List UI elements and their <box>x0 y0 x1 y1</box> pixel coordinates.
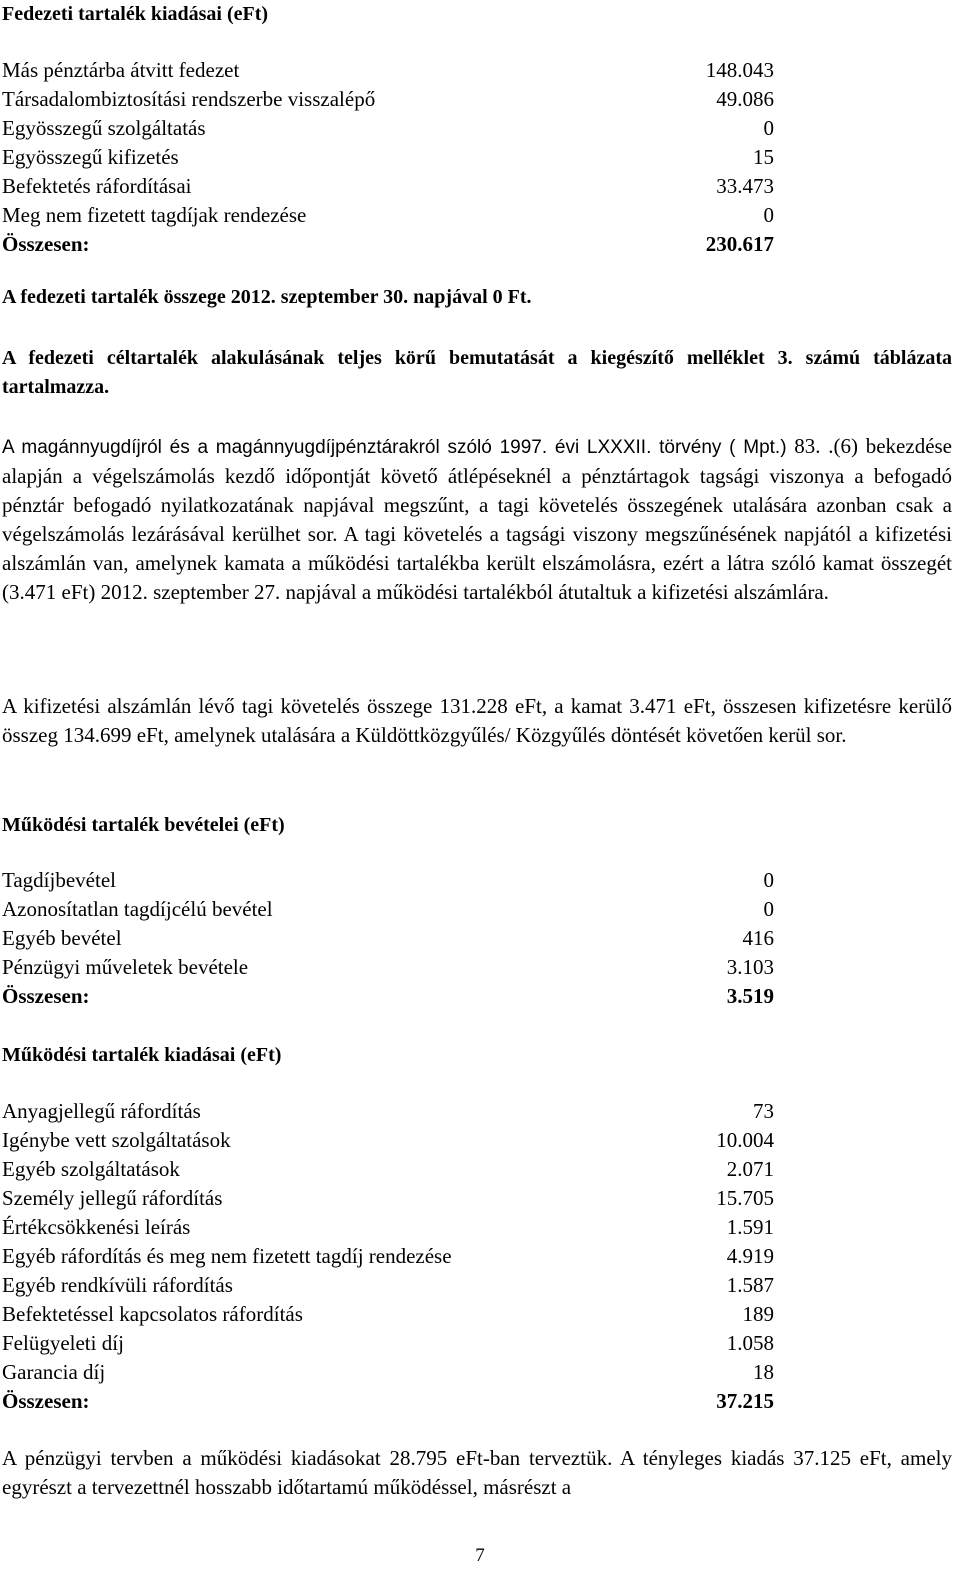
table-row <box>2 924 774 953</box>
row-label: Tagdíjbevétel <box>2 868 116 892</box>
table-total-row <box>2 1387 774 1416</box>
page-number: 7 <box>475 1545 485 1566</box>
row-label: Befektetés ráfordításai <box>2 174 192 198</box>
row-value: 0 <box>763 203 774 227</box>
row-label: Meg nem fizetett tagdíjak rendezése <box>2 203 307 227</box>
law-paragraph-text: 83. .(6) bekezdése alapján a végelszámolás kezdő időpontját követő átlépéseknél a pénztártagok tagsági viszonya a befogadó pénztár befogadó nyilatkozatának napjával megszűnt, a tagi követelés összegének utalására azonban csak a végelszámolás lezárásával kerülhet sor. A tagi követelés a tagsági viszony megszűnésének napjától a kifizetési alszámlán van, amelynek kamata a működési tartalékba került elszámolásra, ezért a látra szóló kamat összegét (3.471 eFt) 2012. szeptember 27. napjával a működési tartalékból átutaltuk a kifizetési alszámlára. <box>2 434 953 604</box>
row-value: 4.919 <box>726 1244 774 1268</box>
table-row <box>2 1271 774 1300</box>
row-value: 2.071 <box>726 1157 774 1181</box>
total-label: Összesen: <box>2 232 90 256</box>
table-row <box>2 1329 774 1358</box>
law-reference: A magánnyugdíjról és a magánnyugdíjpénztárakról szóló 1997. évi LXXXII. törvény ( Mpt.) <box>2 437 787 458</box>
row-label: Egyéb szolgáltatások <box>2 1157 180 1181</box>
table-row <box>2 1097 774 1126</box>
total-value: 230.617 <box>705 232 774 256</box>
table-row <box>2 1126 774 1155</box>
table-row <box>2 1242 774 1271</box>
row-value: 0 <box>763 868 774 892</box>
section-heading-reserve-expenses: Fedezeti tartalék kiadásai (eFt) <box>2 3 269 25</box>
table-row <box>2 114 774 143</box>
row-label: Egyéb bevétel <box>2 926 122 950</box>
row-value: 416 <box>742 926 774 950</box>
table-row <box>2 1358 774 1387</box>
table-row <box>2 1213 774 1242</box>
total-label: Összesen: <box>2 1389 90 1413</box>
table-row <box>2 866 774 895</box>
table-row <box>2 172 774 201</box>
row-value: 189 <box>742 1302 774 1326</box>
row-value: 33.473 <box>716 174 774 198</box>
row-value: 15.705 <box>716 1186 774 1210</box>
row-value: 148.043 <box>705 58 774 82</box>
row-label: Igénybe vett szolgáltatások <box>2 1128 231 1152</box>
table-row <box>2 201 774 230</box>
table-row <box>2 56 774 85</box>
table-row <box>2 1155 774 1184</box>
row-value: 18 <box>753 1360 774 1384</box>
table-total-row <box>2 230 774 259</box>
row-value: 3.103 <box>726 955 774 979</box>
row-label: Felügyeleti díj <box>2 1331 124 1355</box>
row-label: Pénzügyi műveletek bevétele <box>2 955 249 979</box>
operating-income-table <box>2 866 774 1011</box>
row-value: 0 <box>763 897 774 921</box>
operating-expenses-table <box>2 1097 774 1416</box>
reserve-sum-statement: A fedezeti tartalék összege 2012. szeptember 30. napjával 0 Ft. <box>2 286 532 308</box>
table-row <box>2 895 774 924</box>
row-label: Személy jellegű ráfordítás <box>2 1186 223 1210</box>
reserve-expenses-table <box>2 56 774 259</box>
row-value: 0 <box>763 116 774 140</box>
row-value: 15 <box>753 145 774 169</box>
reserve-table-reference: A fedezeti céltartalék alakulásának teljes körű bemutatását a kiegészítő melléklet 3. számú táblázata tartalmazza. <box>2 347 952 398</box>
row-label: Egyösszegű kifizetés <box>2 145 179 169</box>
row-label: Azonosítatlan tagdíjcélú bevétel <box>2 897 273 921</box>
row-value: 1.591 <box>726 1215 774 1239</box>
row-label: Társadalombiztosítási rendszerbe visszalépő <box>2 87 376 111</box>
row-label: Értékcsökkenési leírás <box>2 1215 191 1239</box>
row-label: Anyagjellegű ráfordítás <box>2 1099 201 1123</box>
total-value: 37.215 <box>716 1389 774 1413</box>
row-label: Más pénztárba átvitt fedezet <box>2 58 240 82</box>
table-row <box>2 1300 774 1329</box>
row-value: 10.004 <box>716 1128 774 1152</box>
row-value: 1.587 <box>726 1273 774 1297</box>
law-paragraph <box>2 432 952 607</box>
table-total-row <box>2 982 774 1011</box>
row-label: Garancia díj <box>2 1360 106 1384</box>
row-label: Egyösszegű szolgáltatás <box>2 116 206 140</box>
payout-paragraph: A kifizetési alszámlán lévő tagi követelés összege 131.228 eFt, a kamat 3.471 eFt, összesen kifizetésre kerülő összeg 134.699 eFt, amelynek utalására a Küldöttközgyűlés/ Közgyűlés döntését követően kerül sor. <box>2 694 952 747</box>
section-heading-operating-expenses: Működési tartalék kiadásai (eFt) <box>2 1044 282 1066</box>
row-label: Egyéb rendkívüli ráfordítás <box>2 1273 233 1297</box>
row-value: 49.086 <box>716 87 774 111</box>
total-value: 3.519 <box>726 984 774 1008</box>
plan-paragraph: A pénzügyi tervben a működési kiadásokat 28.795 eFt-ban terveztük. A tényleges kiadás 37.125 eFt, amely egyrészt a tervezettnél hosszabb időtartamú működéssel, másrészt a <box>2 1446 952 1499</box>
table-row <box>2 1184 774 1213</box>
row-value: 73 <box>753 1099 774 1123</box>
section-heading-operating-income: Működési tartalék bevételei (eFt) <box>2 814 285 836</box>
row-label: Egyéb ráfordítás és meg nem fizetett tagdíj rendezése <box>2 1244 452 1268</box>
table-row <box>2 85 774 114</box>
row-label: Befektetéssel kapcsolatos ráfordítás <box>2 1302 303 1326</box>
row-value: 1.058 <box>726 1331 774 1355</box>
table-row <box>2 143 774 172</box>
total-label: Összesen: <box>2 984 90 1008</box>
table-row <box>2 953 774 982</box>
